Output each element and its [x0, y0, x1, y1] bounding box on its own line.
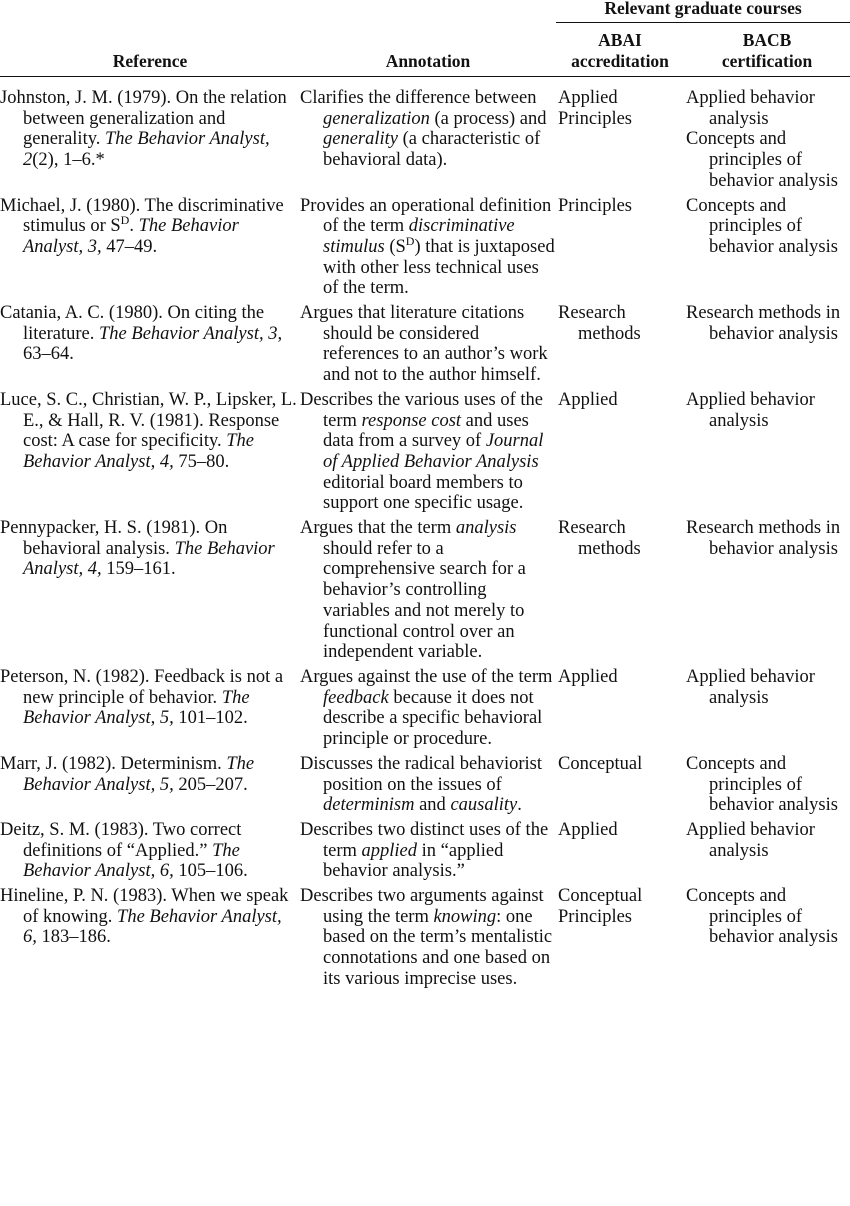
table-row [0, 754, 850, 816]
journal-title: The Behavior Analyst, 5, [23, 753, 255, 795]
annotation-cell: Clarifies the difference between generalization (a process) and generality (a characteristic of behavioral data). [300, 88, 547, 171]
header-reference: Reference [112, 51, 188, 71]
abai-course: Applied [558, 819, 618, 840]
abai-course: Applied [558, 389, 618, 410]
table-row [0, 88, 850, 192]
bacb-cell [684, 88, 850, 192]
bacb-cell [684, 390, 850, 514]
bacb-cell [684, 518, 850, 663]
header-bacb-line2: certification [721, 51, 813, 71]
bacb-course: Concepts and principles of behavior analysis [686, 129, 838, 191]
bacb-cell [684, 820, 850, 882]
bacb-course: Concepts and principles of behavior analysis [686, 753, 838, 816]
journal-title: The Behavior Analyst, 4, [23, 431, 255, 472]
header-bacb [684, 30, 850, 72]
journal-title: The Behavior Analyst, 6, [23, 906, 282, 948]
table-row [0, 303, 850, 386]
table-row [0, 667, 850, 750]
abai-course: Principles [558, 195, 632, 216]
abai-course: Applied [558, 666, 618, 687]
annotation-cell: Describes the various uses of the term response cost and uses data from a survey of Journal of Applied Behavior Analysis editorial board members to support one specific usage. [300, 389, 544, 514]
bacb-cell [684, 667, 850, 750]
table-row [0, 390, 850, 514]
group-header-rule [556, 22, 850, 23]
reference-cell: Catania, A. C. (1980). On citing the literature. The Behavior Analyst, 3, 63–64. [0, 303, 283, 365]
annotation-cell: Describes two arguments against using the term knowing: one based on the term’s mentalistic connotations and one based on its various imprecise uses. [300, 886, 553, 989]
reference-cell: Pennypacker, H. S. (1981). On behavioral analysis. The Behavior Analyst, 4, 159–161. [0, 518, 275, 580]
abai-course: Conceptual [558, 753, 643, 774]
annotation-cell: Argues against the use of the term feedback because it does not describe a specific behavioral principle or procedure. [300, 666, 553, 750]
abai-cell [556, 88, 684, 192]
reference-cell: Deitz, S. M. (1983). Two correct definitions of “Applied.” The Behavior Analyst, 6, 105–106. [0, 819, 248, 882]
abai-cell [556, 754, 684, 816]
bacb-cell [684, 754, 850, 816]
annotation-cell: Describes two distinct uses of the term applied in “applied behavior analysis.” [300, 819, 549, 882]
bacb-course: Research methods in behavior analysis [686, 518, 841, 559]
bacb-course: Applied behavior analysis [686, 88, 815, 129]
abai-course: Principles [558, 108, 632, 129]
journal-title: The Behavior Analyst, 4, [23, 538, 275, 580]
abai-course: Conceptual [558, 886, 643, 907]
reference-cell: Johnston, J. M. (1979). On the relation between generalization and generality. The Behavior Analyst, 2(2), 1–6.* [0, 88, 287, 171]
reference-cell: Michael, J. (1980). The discriminative stimulus or $S^D$. The Behavior Analyst, 3, 47–49. [0, 195, 284, 257]
column-group-header: Relevant graduate courses [604, 0, 802, 18]
annotation-cell: Provides an operational definition of the term discriminative stimulus $(S^D)$ that is juxtaposed with other less technical uses of the term. [300, 195, 555, 299]
table-row [0, 820, 850, 882]
abai-cell [556, 518, 684, 663]
abai-cell [556, 820, 684, 882]
table-row [0, 196, 850, 300]
bacb-cell [684, 196, 850, 300]
abai-cell [556, 196, 684, 300]
header-abai-line1: ABAI [598, 30, 642, 50]
abai-cell [556, 390, 684, 514]
table-row [0, 886, 850, 990]
reference-cell: Hineline, P. N. (1983). When we speak of knowing. The Behavior Analyst, 6, 183–186. [0, 886, 289, 948]
journal-title: The Behavior Analyst, 2 [23, 129, 270, 171]
bacb-course: Applied behavior analysis [686, 819, 815, 861]
bacb-course: Research methods in behavior analysis [686, 303, 841, 344]
reference-cell: Peterson, N. (1982). Feedback is not a new principle of behavior. The Behavior Analyst, 5, 101–102. [0, 666, 284, 729]
bacb-course: Concepts and principles of behavior analysis [686, 886, 838, 948]
journal-title: The Behavior Analyst, 3, [23, 216, 239, 257]
bacb-course: Applied behavior analysis [686, 666, 815, 708]
abai-course: Principles [558, 906, 632, 927]
abai-course: Research methods [558, 303, 641, 344]
table-body [0, 88, 850, 994]
header-abai-line2: accreditation [571, 51, 669, 71]
journal-title: The Behavior Analyst, 3, [99, 323, 283, 344]
annotation-cell: Discusses the radical behaviorist position on the issues of determinism and causality. [300, 753, 542, 816]
annotation-cell: Argues that the term analysis should refer to a comprehensive search for a behavior’s controlling variables and not merely to functional control over an independent variable. [300, 518, 526, 663]
bacb-cell [684, 303, 850, 386]
reference-cell: Luce, S. C., Christian, W. P., Lipsker, L. E., & Hall, R. V. (1981). Response cost: A case for specificity. The Behavior Analyst, 4, 75–80. [0, 389, 297, 472]
abai-course: Applied [558, 88, 618, 108]
bacb-course: Concepts and principles of behavior analysis [686, 195, 838, 257]
abai-cell [556, 303, 684, 386]
bacb-cell [684, 886, 850, 990]
header-abai [556, 30, 684, 72]
header-annotation: Annotation [385, 51, 471, 71]
header-bacb-line1: BACB [742, 30, 792, 50]
header-rule [0, 76, 850, 77]
reference-cell: Marr, J. (1982). Determinism. The Behavior Analyst, 5, 205–207. [0, 753, 255, 795]
journal-title: The Behavior Analyst, 6, [23, 840, 240, 882]
journal-title: The Behavior Analyst, 5, [23, 687, 250, 729]
table-row [0, 518, 850, 663]
abai-cell [556, 886, 684, 990]
bacb-course: Applied behavior analysis [686, 389, 815, 431]
abai-course: Research methods [558, 518, 641, 559]
annotation-cell: Argues that literature citations should be considered references to an author’s work and not to the author himself. [300, 303, 548, 386]
abai-cell [556, 667, 684, 750]
